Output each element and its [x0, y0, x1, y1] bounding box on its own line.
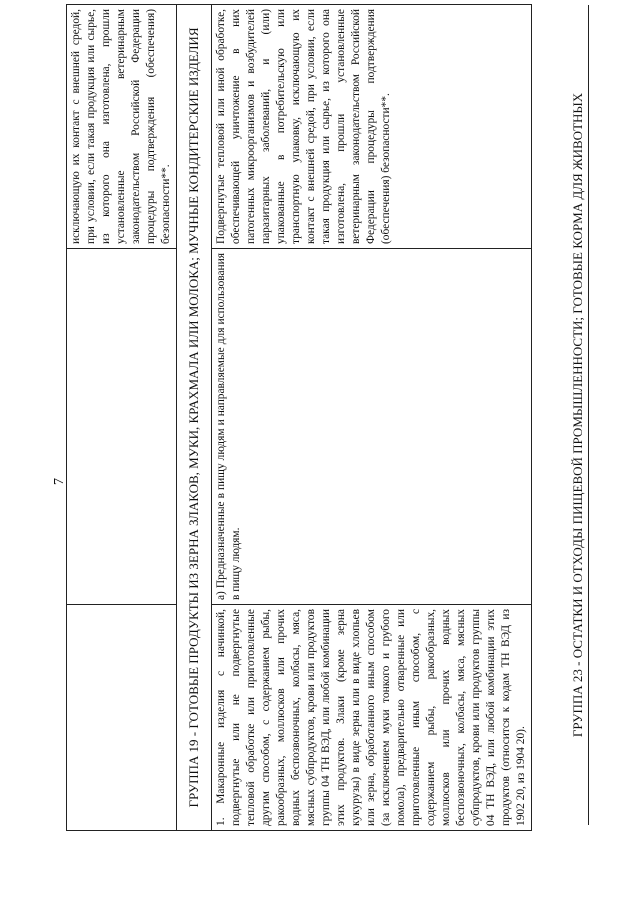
table-cell-condition: исключающую их контакт с внешней средой, при условии, если такая продукция или сырье, из которого она изготовлена, прошли установленные ветеринарным законодательством Российской Федерации процедуры подтверждения (обеспечения) безопасности**.	[67, 5, 177, 249]
table-cell-purpose: а) Предназначенные в пищу людям и направляемые для использования в пищу людям.	[212, 249, 532, 605]
table-cell-condition: Подвергнутые тепловой или иной обработке, обеспечивающей уничтожение в них патогенных микроорганизмов и возбудителей паразитарных заболеваний, и (или) упакованные в потребительскую или транспортную упаковку, исключающую их контакт с внешней средой, при условии, если такая продукция или сырье, из которого она изготовлена, прошли установленные ветеринарным законодательством Российской Федерации процедуры подтверждения (обеспечения) безопасности**.	[212, 5, 532, 249]
page-number: 7	[52, 478, 67, 485]
group-23-heading	[570, 5, 589, 825]
group-header-row	[177, 5, 212, 831]
table-row	[67, 5, 177, 831]
table-cell-product: 1. Макаронные изделия с начинкой, подвергнутые или не подвергнутые тепловой обработке или приготовленные другим способом, с содержанием рыбы, ракообразных, моллюсков или прочих водных беспозвоночных, колбасы, мяса, мясных субпродуктов, крови или продуктов группы 04 ТН ВЭД, или любой комбинации этих продуктов. Злаки (кроме зерна кукурузы) в виде зерна или в виде хлопьев или зерна, обработанного иным способом (за исключением муки тонкого и грубого помола), предварительно отваренные или приготовленные иным способом, с содержанием рыбы, ракообразных, моллюсков или прочих водных беспозвоночных, колбасы, мяса, мясных субпродуктов, крови или продуктов группы 04 ТН ВЭД, или любой комбинации этих продуктов (относится к кодам ТН ВЭД из 1902 20, из 1904 20).	[212, 605, 532, 831]
group-23-title: ГРУППА 23 - ОСТАТКИ И ОТХОДЫ ПИЩЕВОЙ ПРОМЫШЛЕННОСТИ; ГОТОВЫЕ КОРМА ДЛЯ ЖИВОТНЫХ	[570, 92, 585, 738]
divider	[588, 5, 589, 825]
table-cell-product	[67, 605, 177, 831]
table-cell-purpose	[67, 249, 177, 605]
regulation-table	[66, 4, 532, 831]
table-row	[212, 5, 532, 831]
group-19-title: ГРУППА 19 - ГОТОВЫЕ ПРОДУКТЫ ИЗ ЗЕРНА ЗЛАКОВ, МУКИ, КРАХМАЛА ИЛИ МОЛОКА; МУЧНЫЕ КОНДИТЕРСКИЕ ИЗДЕЛИЯ	[177, 5, 212, 831]
